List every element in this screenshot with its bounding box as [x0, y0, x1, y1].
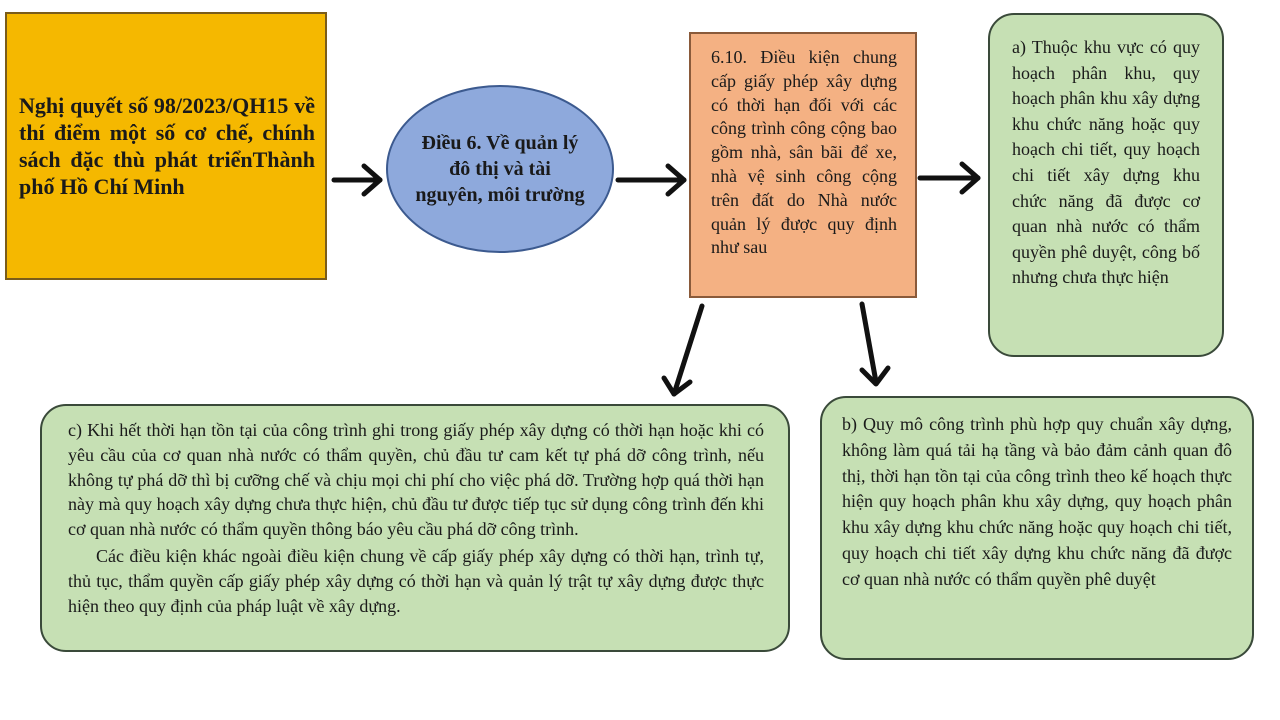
article-text: Điều 6. Về quản lý đô thị và tài nguyên, môi trường	[415, 132, 585, 206]
item-c-paragraph-1: c) Khi hết thời hạn tồn tại của công trình ghi trong giấy phép xây dựng có thời hạn hoặc khi có yêu cầu của cơ quan nhà nước có thẩm quyền, chủ đầu tư cam kết tự phá dỡ công trình, nếu không tự phá dỡ thì bị cưỡng chế và chịu mọi chi phí cho việc phá dỡ. Trường hợp quá thời hạn này mà quy hoạch xây dựng chưa thực hiện, chủ đầu tư được tiếp tục sử dụng công trình đến khi cơ quan nhà nước có thẩm quyền thông báo yêu cầu phá dỡ công trình.	[68, 420, 764, 540]
resolution-text: Nghị quyết số 98/2023/QH15 về thí điểm một số cơ chế, chính sách đặc thù phát triểnThành phố Hồ Chí Minh	[19, 93, 315, 199]
arrow-condition-to-b	[862, 304, 888, 384]
item-b-text: b) Quy mô công trình phù hợp quy chuẩn xây dựng, không làm quá tải hạ tầng và bảo đảm cảnh quan đô thị, thời hạn tồn tại của công trình theo kế hoạch thực hiện quy hoạch phân khu xây dựng, quy hoạch phân khu xây dựng khu chức năng hoặc quy hoạch chi tiết, quy hoạch chi tiết xây dựng khu chức năng đã được cơ quan nhà nước có thẩm quyền phê duyệt	[842, 414, 1232, 589]
arrow-article-to-condition	[618, 166, 684, 194]
item-a-text: a) Thuộc khu vực có quy hoạch phân khu, quy hoạch phân khu xây dựng khu chức năng hoặc quy hoạch chi tiết, quy hoạch chi tiết xây dựng khu chức năng đã được cơ quan nhà nước có thẩm quyền phê duyệt, công bố nhưng chưa thực hiện	[1012, 37, 1200, 288]
item-c-paragraph-2: Các điều kiện khác ngoài điều kiện chung về cấp giấy phép xây dựng có thời hạn, trình tự, thủ tục, thẩm quyền cấp giấy phép xây dựng có thời hạn và quản lý trật tự xây dựng được thực hiện theo quy định của pháp luật về xây dựng.	[68, 545, 764, 616]
arrow-condition-to-c	[664, 306, 702, 394]
arrow-resolution-to-article	[334, 166, 380, 194]
arrow-condition-to-a	[920, 164, 978, 192]
condition-text: 6.10. Điều kiện chung cấp giấy phép xây dựng có thời hạn đối với các công trình công cộng bao gồm nhà, sân bãi để xe, nhà vệ sinh công cộng trên đất do Nhà nước quản lý được quy định như sau	[711, 47, 897, 258]
